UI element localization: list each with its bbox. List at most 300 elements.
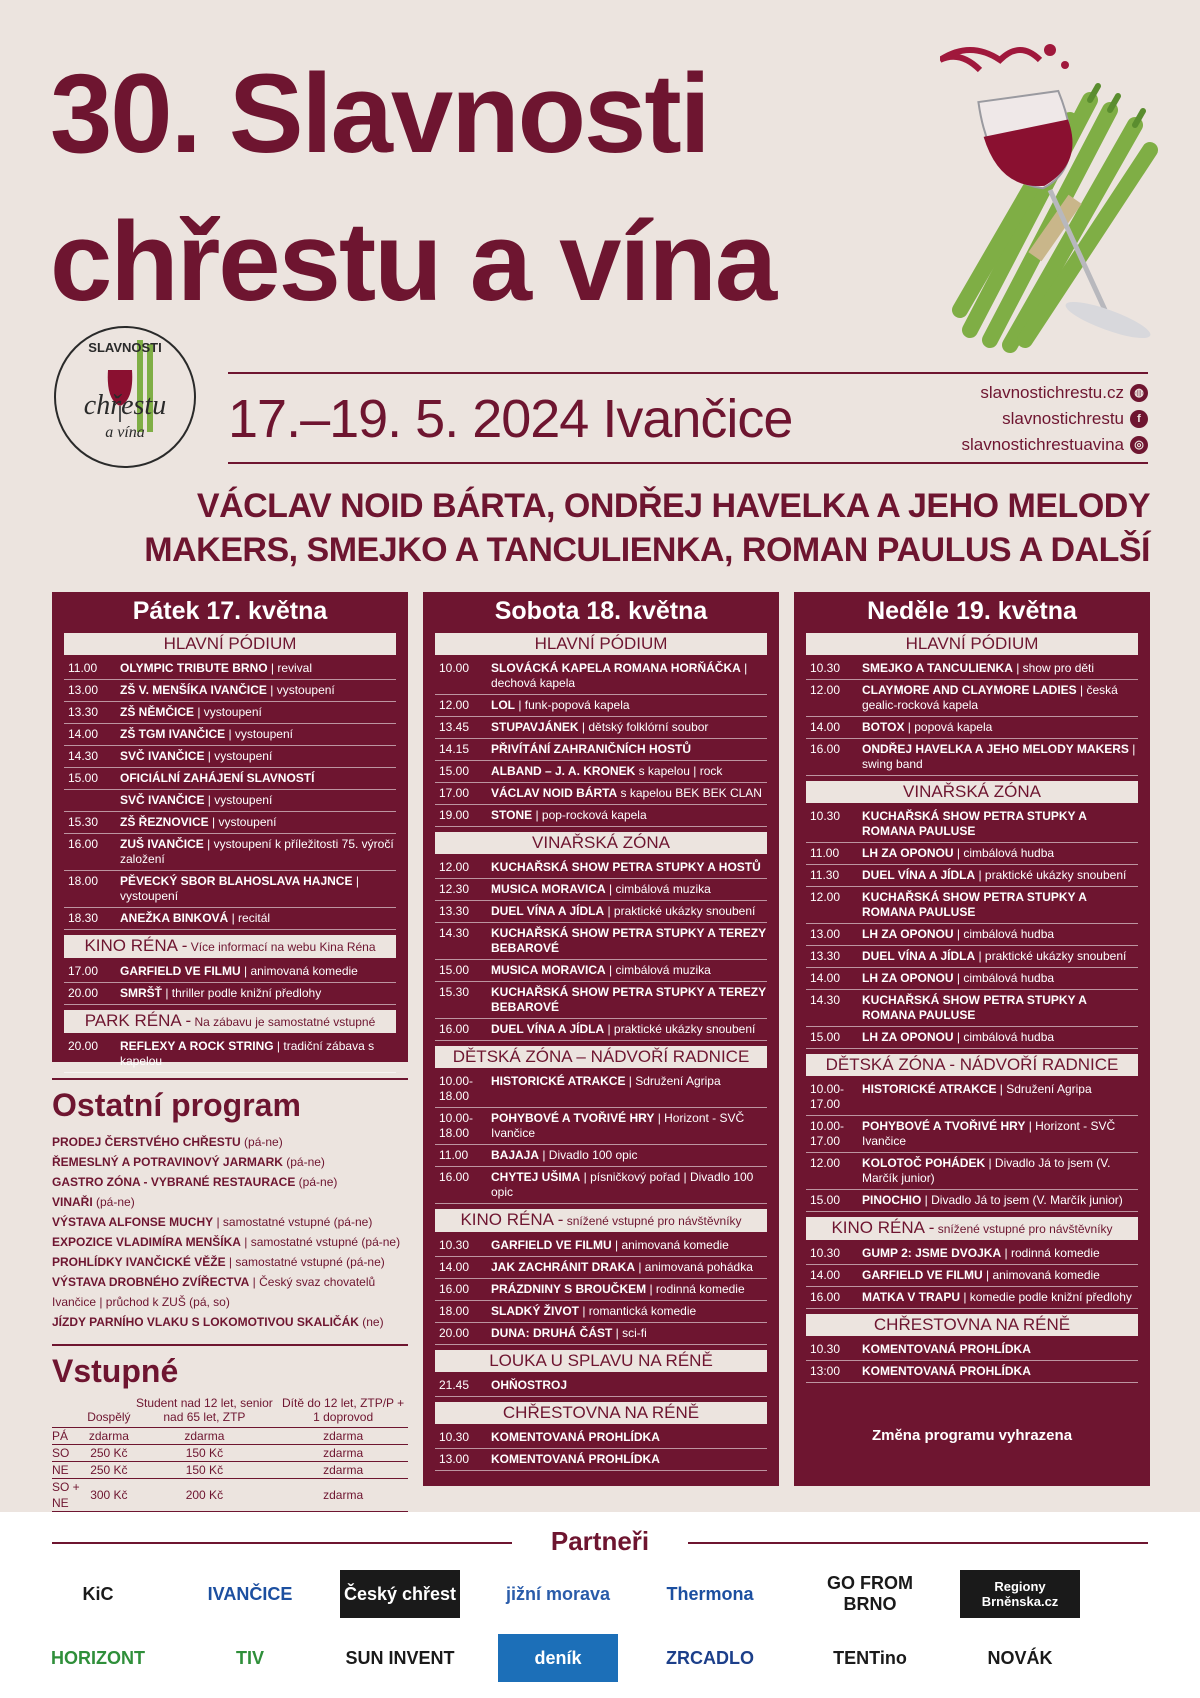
event-name: KUCHAŘSKÁ SHOW PETRA STUPKY A ROMANA PAULUSE	[862, 993, 1087, 1022]
svg-text:chřestu: chřestu	[83, 390, 167, 421]
event-desc: | cimbálová hudba	[953, 1030, 1055, 1044]
program-row	[806, 1153, 1138, 1190]
program-row	[435, 1427, 767, 1449]
event-details	[491, 698, 767, 713]
event-name: KUCHAŘSKÁ SHOW PETRA STUPKY A ROMANA PAULUSE	[862, 809, 1087, 838]
program-row	[806, 990, 1138, 1027]
program-row	[435, 658, 767, 695]
event-time: 15.00	[810, 1193, 841, 1207]
program-row	[64, 768, 396, 790]
event-details	[862, 1193, 1138, 1208]
title-line-2: chřestu a vína	[50, 199, 776, 324]
admission-row	[52, 1479, 408, 1512]
event-details	[491, 1260, 767, 1275]
event-name: KOLOTOČ POHÁDEK	[862, 1156, 986, 1170]
program-row	[435, 695, 767, 717]
admission-header: Student nad 12 let, senior nad 65 let, ZTP	[131, 1396, 279, 1428]
event-time: 11.30	[810, 868, 840, 882]
event-desc: | cimbálová hudba	[953, 971, 1055, 985]
event-desc: | show pro děti	[1012, 661, 1095, 675]
event-name: MATKA V TRAPU	[862, 1290, 960, 1304]
event-name: ZUŠ IVANČICE	[120, 837, 204, 851]
event-details	[862, 661, 1138, 676]
event-desc: | dechová kapela	[491, 661, 748, 690]
event-details	[862, 742, 1138, 772]
other-program-desc: | Český svaz chovatelů Ivančice | průchod k ZUŠ (pá, so)	[52, 1275, 376, 1309]
event-time: 15.00	[68, 771, 99, 785]
other-program-desc: (pá-ne)	[92, 1195, 135, 1209]
event-time: 14.00	[810, 971, 841, 985]
program-row	[435, 717, 767, 739]
event-name: OLYMPIC TRIBUTE BRNO	[120, 661, 268, 675]
event-details	[120, 815, 396, 830]
event-name: SMEJKO A TANCULIENKA	[862, 661, 1013, 675]
event-details	[862, 720, 1138, 735]
event-details	[491, 808, 767, 823]
event-details	[491, 786, 767, 801]
program-row	[806, 806, 1138, 843]
event-name: GARFIELD VE FILMU	[862, 1268, 983, 1282]
zone-note: snížené vstupné pro návštěvníky	[563, 1214, 742, 1228]
event-desc: | sci-fi	[612, 1326, 647, 1340]
event-desc: | revival	[267, 661, 313, 675]
other-program-list	[52, 1132, 408, 1332]
event-desc: | cimbálová hudba	[953, 927, 1055, 941]
other-program-item	[52, 1212, 408, 1232]
admission-cell: 250 Kč	[87, 1445, 130, 1462]
partner-logo: Regiony Brněnska.cz	[960, 1570, 1080, 1618]
event-details	[491, 720, 767, 735]
program-row	[806, 1339, 1138, 1361]
event-time: 11.00	[68, 661, 98, 675]
program-row	[806, 865, 1138, 887]
program-row	[435, 1235, 767, 1257]
event-details	[491, 1378, 767, 1393]
event-time: 13.30	[439, 904, 470, 918]
program-change-note: Změna programu vyhrazena	[871, 1427, 1073, 1444]
title-line-1: 30. Slavnosti	[50, 51, 709, 176]
event-details	[491, 1304, 767, 1319]
day-title: Pátek 17. května	[132, 597, 328, 625]
program-row	[806, 1116, 1138, 1153]
event-desc: | swing band	[862, 742, 1136, 771]
event-desc: | Divadlo Já to jsem (V. Marčík junior)	[862, 1156, 1111, 1185]
event-desc: | funk-popová kapela	[515, 698, 630, 712]
event-time: 11.00	[439, 1148, 469, 1162]
program-row	[435, 879, 767, 901]
zone-header	[64, 633, 396, 655]
event-name: STUPAVJÁNEK	[491, 720, 579, 734]
program-row	[806, 739, 1138, 776]
partner-logo: SUN INVENT	[345, 1647, 455, 1668]
event-time: 14.00	[439, 1260, 470, 1274]
zone-header	[64, 1010, 396, 1033]
program-row	[435, 1279, 767, 1301]
event-time: 10.30	[810, 661, 841, 675]
event-name: LH ZA OPONOU	[862, 971, 954, 985]
date-bar	[228, 372, 1148, 464]
event-details	[862, 1156, 1138, 1186]
event-name: DUNA: DRUHÁ ČÁST	[491, 1326, 613, 1340]
zone-header	[64, 935, 396, 958]
event-time: 19.00	[439, 808, 470, 822]
program-row	[435, 739, 767, 761]
event-name: ANEŽKA BINKOVÁ	[120, 911, 229, 925]
program-row	[435, 1449, 767, 1471]
event-name: KOMENTOVANÁ PROHLÍDKA	[862, 1364, 1031, 1378]
event-time: 17.00	[439, 786, 470, 800]
event-time: 12.30	[439, 882, 470, 896]
event-details	[491, 963, 767, 978]
event-details	[491, 1022, 767, 1037]
program-row	[64, 790, 396, 812]
event-name: JAK ZACHRÁNIT DRAKA	[491, 1260, 635, 1274]
program-row	[806, 1243, 1138, 1265]
zone-header	[806, 633, 1138, 655]
other-program-desc: (ne)	[358, 1315, 384, 1329]
social-link-web[interactable]: slavnostichrestu.cz ◍	[961, 380, 1148, 406]
admission	[52, 1344, 408, 1512]
event-time: 10.00-17.00	[810, 1082, 845, 1111]
program-row	[64, 961, 396, 983]
event-name: ZŠ NĚMČICE	[120, 705, 195, 719]
event-time: 13.00	[810, 927, 841, 941]
event-time: 12.00	[810, 1156, 841, 1170]
event-desc: | dětský folklórní soubor	[578, 720, 709, 734]
event-time: 18.00	[439, 1304, 470, 1318]
event-details	[120, 705, 396, 720]
event-details	[491, 1111, 767, 1141]
event-time: 17.00	[68, 964, 99, 978]
zone-header	[435, 633, 767, 655]
admission-cell: 200 Kč	[131, 1479, 279, 1512]
event-name: POHYBOVÉ A TVOŘIVÉ HRY	[491, 1111, 655, 1125]
zone-name: DĚTSKÁ ZÓNA – NÁDVOŘÍ RADNICE	[452, 1047, 750, 1066]
admission-cell: zdarma	[278, 1462, 408, 1479]
event-desc: | rodinná komedie	[1001, 1246, 1100, 1260]
partner-logo: KiC	[82, 1583, 114, 1604]
zone-name: PARK RÉNA -	[84, 1011, 192, 1030]
event-desc: | animovaná komedie	[240, 964, 358, 978]
admission-cell: zdarma	[278, 1428, 408, 1445]
event-name: DUEL VÍNA A JÍDLA	[862, 868, 976, 882]
event-time: 15.00	[439, 963, 470, 977]
admission-cell: 150 Kč	[131, 1462, 279, 1479]
event-desc: | praktické ukázky snoubení	[604, 1022, 756, 1036]
event-name: HISTORICKÉ ATRAKCE	[862, 1082, 997, 1096]
event-time: 10.00-18.00	[439, 1074, 474, 1103]
program-row	[806, 680, 1138, 717]
program-row	[64, 746, 396, 768]
event-details	[862, 890, 1138, 920]
program-row	[435, 1019, 767, 1041]
event-time: 21.45	[439, 1378, 470, 1392]
event-time: 16.00	[439, 1022, 470, 1036]
partner-logo: jižní morava	[505, 1583, 611, 1604]
event-details	[862, 1364, 1138, 1379]
admission-row	[52, 1445, 408, 1462]
event-desc: | česká gealic-rocková kapela	[862, 683, 1118, 712]
zone-header	[435, 1046, 767, 1068]
program-row	[806, 968, 1138, 990]
event-time: 10.30	[439, 1238, 470, 1252]
program-row	[64, 983, 396, 1005]
program-row	[64, 702, 396, 724]
event-desc: | Horizont - SVČ Ivančice	[491, 1111, 745, 1140]
program-row	[435, 783, 767, 805]
event-desc: | vystoupení	[208, 815, 277, 829]
event-details	[862, 949, 1138, 964]
other-program-name: EXPOZICE VLADIMÍRA MENŠÍKA	[52, 1235, 241, 1249]
event-details	[862, 1082, 1138, 1112]
svg-text:a vína: a vína	[105, 424, 145, 441]
event-time: 13.00	[68, 683, 99, 697]
zone-name: KINO RÉNA -	[831, 1218, 935, 1237]
event-name: GARFIELD VE FILMU	[120, 964, 241, 978]
event-time: 12.00	[810, 683, 841, 697]
event-desc: | cimbálová hudba	[953, 846, 1055, 860]
zone-name: HLAVNÍ PÓDIUM	[534, 634, 668, 653]
program-row	[435, 960, 767, 982]
other-program-name: PROHLÍDKY IVANČICKÉ VĚŽE	[52, 1255, 226, 1269]
event-details	[491, 742, 767, 757]
event-name: ZŠ TGM IVANČICE	[120, 727, 226, 741]
event-desc: | komedie podle knižní předlohy	[960, 1290, 1132, 1304]
event-name: KUCHAŘSKÁ SHOW PETRA STUPKY A ROMANA PAULUSE	[862, 890, 1087, 919]
event-time	[68, 793, 120, 808]
event-name: LH ZA OPONOU	[862, 927, 954, 941]
admission-cell: SO + NE	[52, 1479, 87, 1512]
admission-table	[52, 1396, 408, 1512]
zone-name: DĚTSKÁ ZÓNA - NÁDVOŘÍ RADNICE	[825, 1055, 1119, 1074]
event-details	[862, 971, 1138, 986]
event-details	[491, 1148, 767, 1163]
other-program-item	[52, 1132, 408, 1152]
program-column-saturday	[423, 592, 779, 1486]
event-time: 10.00-18.00	[439, 1111, 474, 1140]
event-time: 14.00	[810, 1268, 841, 1282]
event-desc: | Divadlo Já to jsem (V. Marčík junior)	[921, 1193, 1123, 1207]
event-name: PRÁZDNINY S BROUČKEM	[491, 1282, 647, 1296]
event-time: 14.00	[810, 720, 841, 734]
other-program	[52, 1078, 408, 1332]
program-row	[806, 1027, 1138, 1049]
partner-logo: IVANČICE	[207, 1583, 293, 1604]
event-name: KUCHAŘSKÁ SHOW PETRA STUPKY A TEREZY BEBAROVÉ	[491, 985, 766, 1014]
event-details	[491, 1282, 767, 1297]
event-details	[862, 1119, 1138, 1149]
event-time: 16.00	[810, 1290, 841, 1304]
event-time: 14.15	[439, 742, 470, 756]
event-time: 12.00	[439, 860, 470, 874]
event-name: CLAYMORE AND CLAYMORE LADIES	[862, 683, 1077, 697]
event-name: ONDŘEJ HAVELKA A JEHO MELODY MAKERS	[862, 742, 1129, 756]
event-name: POHYBOVÉ A TVOŘIVÉ HRY	[862, 1119, 1026, 1133]
event-time: 10.30	[810, 809, 841, 823]
event-name: MUSICA MORAVICA	[491, 963, 606, 977]
program-row	[435, 1301, 767, 1323]
event-desc: | animovaná pohádka	[635, 1260, 753, 1274]
event-details	[862, 809, 1138, 839]
zone-name: KINO RÉNA -	[84, 936, 188, 955]
event-desc: | vystoupení	[266, 683, 335, 697]
event-details	[120, 749, 396, 764]
other-program-item	[52, 1252, 408, 1272]
event-desc: | Divadlo 100 opic	[539, 1148, 638, 1162]
program-row	[435, 805, 767, 827]
program-row	[806, 1287, 1138, 1309]
event-time: 12.00	[810, 890, 841, 904]
event-desc: | animovaná komedie	[611, 1238, 729, 1252]
event-details	[120, 964, 396, 979]
event-time: 11.00	[810, 846, 840, 860]
event-details	[491, 926, 767, 956]
event-time: 15.00	[810, 1030, 841, 1044]
program-row	[64, 680, 396, 702]
event-name: LH ZA OPONOU	[862, 846, 954, 860]
headliners-line-1: VÁCLAV NOID BÁRTA, ONDŘEJ HAVELKA A JEHO MELODY	[196, 487, 1150, 525]
program-row	[435, 1145, 767, 1167]
festival-logo	[50, 322, 200, 472]
event-name: SLOVÁCKÁ KAPELA ROMANA HORŇÁČKA	[491, 661, 741, 675]
event-name: KOMENTOVANÁ PROHLÍDKA	[491, 1430, 660, 1444]
event-name: VÁCLAV NOID BÁRTA	[491, 786, 618, 800]
event-details	[491, 1074, 767, 1104]
event-name: ALBAND – J. A. KRONEK	[491, 764, 636, 778]
event-details	[862, 1030, 1138, 1045]
program-row	[64, 812, 396, 834]
partners-divider-right	[688, 1542, 1148, 1544]
event-details	[491, 1452, 767, 1467]
event-time: 10.30	[810, 1342, 841, 1356]
event-time: 15.30	[68, 815, 99, 829]
program-row	[806, 924, 1138, 946]
event-name: KUCHAŘSKÁ SHOW PETRA STUPKY A TEREZY BEBAROVÉ	[491, 926, 766, 955]
zone-header	[806, 781, 1138, 803]
event-name: BOTOX	[862, 720, 905, 734]
event-name: SLADKÝ ŽIVOT	[491, 1304, 580, 1318]
facebook-icon: f	[1130, 410, 1148, 428]
event-desc: | vystoupení	[225, 727, 293, 741]
event-details	[491, 1238, 767, 1253]
program-row	[64, 724, 396, 746]
program-row	[806, 658, 1138, 680]
admission-cell: SO	[52, 1445, 87, 1462]
event-time: 14.00	[68, 727, 99, 741]
event-desc: s kapelou BEK BEK CLAN	[617, 786, 762, 800]
event-desc: s kapelou | rock	[635, 764, 723, 778]
admission-row	[52, 1428, 408, 1445]
event-details	[862, 683, 1138, 713]
event-name: OHŇOSTROJ	[491, 1378, 568, 1392]
other-program-name: VÝSTAVA DROBNÉHO ZVÍŘECTVA	[52, 1275, 250, 1289]
event-desc: | vystoupení	[120, 874, 359, 903]
event-time: 10.00-17.00	[810, 1119, 845, 1148]
event-name: CHYTEJ UŠIMA	[491, 1170, 581, 1184]
partner-logo: GO FROM BRNO	[827, 1573, 913, 1614]
event-details	[120, 986, 396, 1001]
zone-header	[806, 1314, 1138, 1336]
event-details	[491, 904, 767, 919]
event-time: 20.00	[68, 1039, 99, 1053]
program-row	[435, 1167, 767, 1204]
event-desc: | Sdružení Agripa	[996, 1082, 1092, 1096]
other-program-name: GASTRO ZÓNA - VYBRANÉ RESTAURACE	[52, 1175, 296, 1189]
event-desc: | tradiční zábava s kapelou	[120, 1039, 375, 1068]
admission-cell: PÁ	[52, 1428, 87, 1445]
zone-header	[435, 1350, 767, 1372]
event-name: KOMENTOVANÁ PROHLÍDKA	[491, 1452, 660, 1466]
event-desc: | vystoupení	[194, 705, 262, 719]
event-desc: | thriller podle knižní předlohy	[162, 986, 322, 1000]
event-name: MUSICA MORAVICA	[491, 882, 606, 896]
social-link-facebook[interactable]: slavnostichrestu f	[961, 406, 1148, 432]
other-program-desc: | samostatné vstupné (pá-ne)	[225, 1255, 385, 1269]
social-link-instagram[interactable]: slavnostichrestuavina ◎	[961, 432, 1148, 458]
zone-name: HLAVNÍ PÓDIUM	[905, 634, 1039, 653]
zone-note: snížené vstupné pro návštěvníky	[934, 1222, 1113, 1236]
event-time: 18.00	[68, 874, 99, 888]
event-name: GUMP 2: JSME DVOJKA	[862, 1246, 1002, 1260]
event-details	[491, 1430, 767, 1445]
admission-cell: zdarma	[131, 1428, 279, 1445]
headliners-line-2: MAKERS, SMEJKO A TANCULIENKA, ROMAN PAULUS A DALŠÍ	[144, 531, 1150, 569]
program-row	[64, 658, 396, 680]
other-program-desc: | samostatné vstupné (pá-ne)	[213, 1215, 373, 1229]
zone-header	[435, 1209, 767, 1232]
event-details	[120, 661, 396, 676]
event-details	[862, 1246, 1138, 1261]
event-desc: | Horizont - SVČ Ivančice	[862, 1119, 1116, 1148]
admission-row	[52, 1462, 408, 1479]
event-details	[491, 860, 767, 875]
day-title: Neděle 19. května	[867, 597, 1077, 625]
event-desc: | pop-rocková kapela	[532, 808, 647, 822]
event-name: GARFIELD VE FILMU	[491, 1238, 612, 1252]
other-program-item	[52, 1272, 408, 1312]
event-details	[120, 683, 396, 698]
admission-cell: zdarma	[278, 1479, 408, 1512]
event-desc: | vystoupení	[204, 749, 273, 763]
globe-icon: ◍	[1130, 384, 1148, 402]
program-row	[806, 1265, 1138, 1287]
program-row	[435, 923, 767, 960]
program-row	[435, 1375, 767, 1397]
event-time: 13.00	[439, 1452, 470, 1466]
event-time: 13.30	[68, 705, 99, 719]
event-desc: | praktické ukázky snoubení	[604, 904, 756, 918]
event-time: 13.45	[439, 720, 470, 734]
event-time: 13:00	[810, 1364, 841, 1378]
event-desc: | cimbálová muzika	[605, 882, 711, 896]
event-time: 13.30	[810, 949, 841, 963]
other-program-item	[52, 1232, 408, 1252]
other-program-name: ŘEMESLNÝ A POTRAVINOVÝ JARMARK	[52, 1155, 283, 1169]
event-details	[862, 1342, 1138, 1357]
event-desc: | rodinná komedie	[646, 1282, 745, 1296]
partner-logo: ZRCADLO	[666, 1647, 754, 1668]
social-links	[961, 380, 1148, 458]
other-program-name: PRODEJ ČERSTVÉHO CHŘESTU	[52, 1135, 241, 1149]
event-details	[862, 1290, 1138, 1305]
event-desc: | recitál	[228, 911, 271, 925]
admission-cell: zdarma	[278, 1445, 408, 1462]
event-name: PĚVECKÝ SBOR BLAHOSLAVA HAJNCE	[120, 874, 353, 888]
event-details	[120, 793, 396, 808]
partner-logo: TIV	[235, 1647, 264, 1668]
zone-name: VINAŘSKÁ ZÓNA	[532, 833, 670, 852]
program-row	[806, 1079, 1138, 1116]
